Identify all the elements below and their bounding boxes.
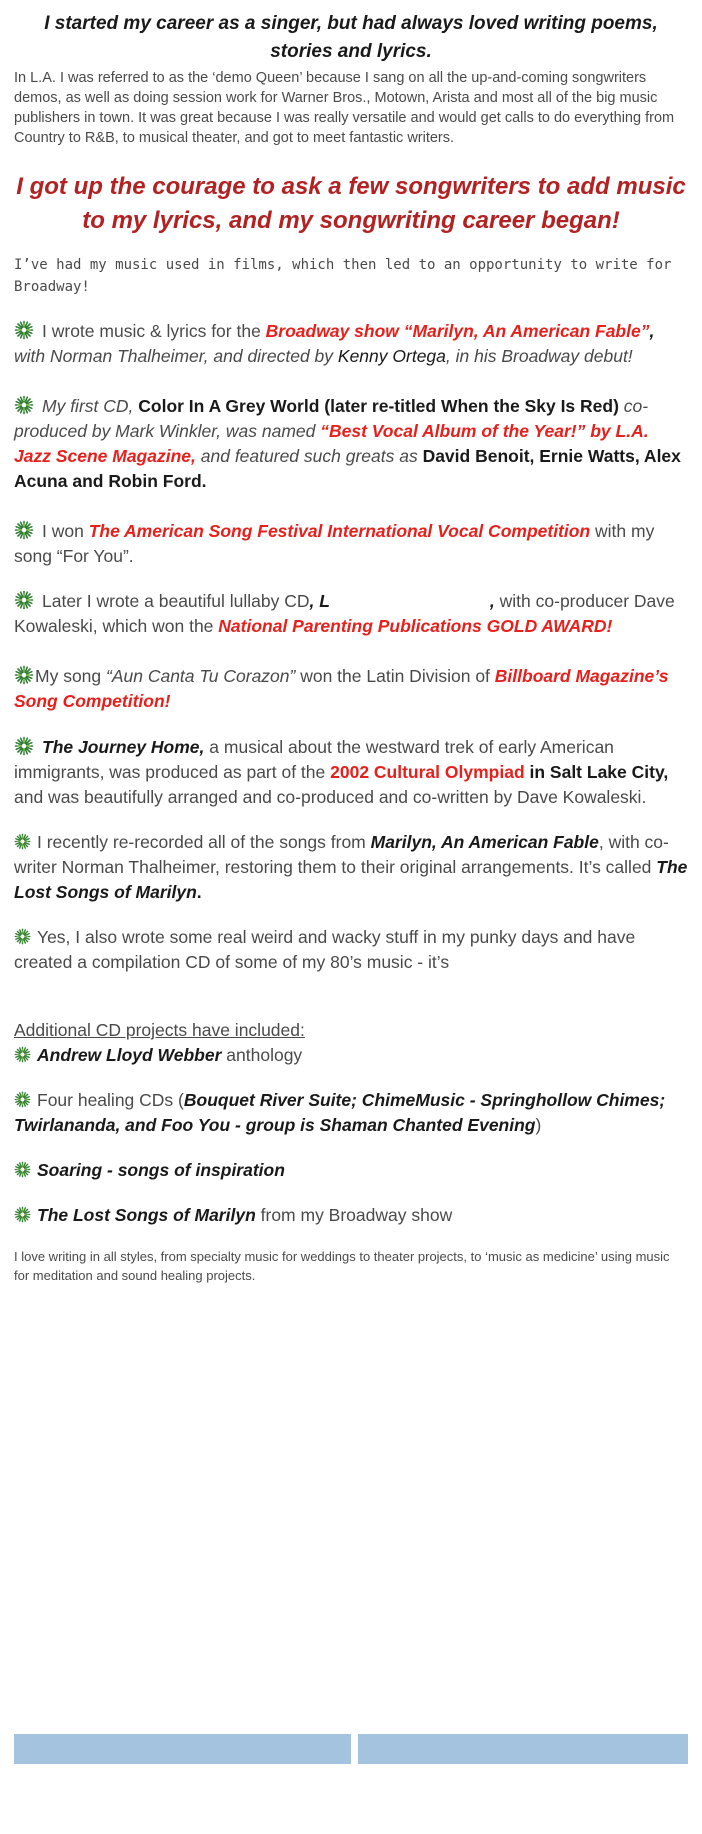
list-item-webber: Andrew Lloyd Webber anthology — [14, 1043, 688, 1068]
list-item-healing: Four healing CDs (Bouquet River Suite; ChimeMusic - Springhollow Chimes; Twirlananda, and Foo You - group is Shaman Chanted Evening) — [14, 1090, 666, 1135]
list-item-latin: My song “Aun Canta Tu Corazon” won the Latin Division of Billboard Magazine’s Song Competition! — [14, 666, 669, 711]
footer-bar-left — [14, 1734, 351, 1764]
footer-bar-right — [358, 1734, 688, 1764]
green-starburst-icon — [14, 833, 31, 850]
green-starburst-icon — [14, 320, 34, 340]
additional-heading: Additional CD projects have included: — [14, 1020, 305, 1040]
list-item-punky: Yes, I also wrote some real weird and wacky stuff in my punky days and have created a compilation CD of some of my 80’s music - it’s — [14, 927, 636, 972]
list-item-journey-home: The Journey Home, a musical about the westward trek of early American immigrants, was produced as part of the 2002 Cultural Olympiad in Salt Lake City, and was beautifully arranged and co-produced and co-written by Dave Kowaleski. — [14, 737, 669, 807]
green-starburst-icon — [14, 1046, 31, 1063]
green-starburst-icon — [14, 395, 34, 415]
list-item-first-cd: My first CD, Color In A Grey World (later re-titled When the Sky Is Red) co-produced by Mark Winkler, was named “Best Vocal Album of the Year!” by L.A. Jazz Scene Magazine, and featured such greats as David Benoit, Ernie Watts, Alex Acuna and Robin Ford. — [14, 396, 681, 491]
films-line: I’ve had my music used in films, which then led to an opportunity to write for Broadway! — [14, 257, 672, 295]
green-starburst-icon — [14, 520, 34, 540]
green-starburst-icon — [14, 1206, 31, 1223]
green-starburst-icon — [14, 1161, 31, 1178]
page-headline: I started my career as a singer, but had always loved writing poems, stories and lyrics. — [44, 13, 658, 62]
list-item-broadway: I wrote music & lyrics for the Broadway show “Marilyn, An American Fable”, with Norman Thalheimer, and directed by Kenny Ortega, in his Broadway debut! — [14, 321, 655, 366]
list-item-lost-marilyn: The Lost Songs of Marilyn from my Broadway show — [14, 1203, 688, 1228]
list-item-soaring: Soaring - songs of inspiration — [14, 1158, 688, 1183]
green-starburst-icon — [14, 665, 34, 685]
intro-paragraph: In L.A. I was referred to as the ‘demo Queen’ because I sang on all the up-and-coming songwriters demos, as well as doing session work for Warner Bros., Motown, Arista and most all of the big music publishers in town. It was great because I was really versatile and would get calls to do everything from Country to R&B, to musical theater, and got to meet fantastic writers. — [14, 70, 675, 146]
green-starburst-icon — [14, 736, 34, 756]
page-content — [14, 0, 688, 1285]
green-starburst-icon — [14, 1091, 31, 1108]
songwriting-headline: I got up the courage to ask a few songwriters to add music to my lyrics, and my songwriting career began! — [16, 173, 686, 234]
closing-paragraph: I love writing in all styles, from specialty music for weddings to theater projects, to ‘music as medicine’ using music for meditation and sound healing projects. — [14, 1249, 670, 1283]
green-starburst-icon — [14, 928, 31, 945]
list-item-lost-songs: I recently re-recorded all of the songs from Marilyn, An American Fable, with co-writer Norman Thalheimer, restoring them to their original arrangements. It’s called The Lost Songs of Marilyn. — [14, 832, 688, 902]
list-item-song-festival: I won The American Song Festival International Vocal Competition with my song “For You”. — [14, 521, 655, 566]
list-item-lullaby: Later I wrote a beautiful lullaby CD, L , with co-producer Dave Kowaleski, which won the National Parenting Publications GOLD AWARD! — [14, 591, 675, 636]
green-starburst-icon — [14, 590, 34, 610]
